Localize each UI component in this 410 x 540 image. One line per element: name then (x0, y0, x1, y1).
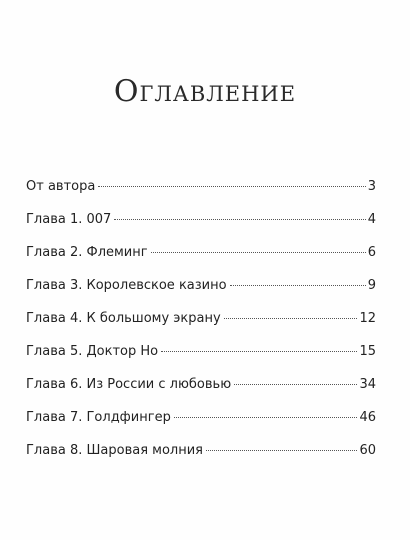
toc-entry (26, 245, 376, 278)
toc-entry-title: Глава 1. 007 (26, 212, 112, 227)
toc-page-number: 12 (359, 311, 376, 326)
toc-dot-leader (114, 219, 365, 220)
toc-entry-title: Глава 6. Из России с любовью (26, 377, 232, 392)
table-of-contents (26, 179, 376, 476)
toc-entry (26, 344, 376, 377)
toc-page-number: 6 (367, 245, 376, 260)
toc-dot-leader (174, 417, 358, 418)
toc-dot-leader (206, 450, 357, 451)
toc-entry-title: Глава 5. Доктор Но (26, 344, 159, 359)
toc-dot-leader (224, 318, 358, 319)
toc-entry (26, 212, 376, 245)
toc-entry-title: Глава 3. Королевское казино (26, 278, 227, 293)
toc-dot-leader (234, 384, 357, 385)
toc-entry (26, 278, 376, 311)
toc-entry-title: Глава 7. Голдфингер (26, 410, 171, 425)
toc-page-number: 34 (359, 377, 376, 392)
page-title: Оглавление (113, 74, 297, 109)
toc-entry (26, 443, 376, 476)
toc-page-number: 4 (367, 212, 376, 227)
toc-page-number: 46 (359, 410, 376, 425)
toc-page-number: 9 (367, 278, 376, 293)
toc-dot-leader (98, 186, 365, 187)
toc-page-number: 15 (359, 344, 376, 359)
toc-page-number: 60 (359, 443, 376, 458)
toc-dot-leader (151, 252, 366, 253)
toc-entry-title: Глава 2. Флеминг (26, 245, 148, 260)
toc-dot-leader (161, 351, 357, 352)
toc-entry-title: От автора (26, 179, 96, 194)
toc-entry-title: Глава 4. К большому экрану (26, 311, 221, 326)
toc-entry (26, 311, 376, 344)
toc-dot-leader (230, 285, 366, 286)
toc-entry (26, 410, 376, 443)
toc-entry (26, 179, 376, 212)
toc-entry (26, 377, 376, 410)
toc-entry-title: Глава 8. Шаровая молния (26, 443, 203, 458)
toc-page-number: 3 (367, 179, 376, 194)
